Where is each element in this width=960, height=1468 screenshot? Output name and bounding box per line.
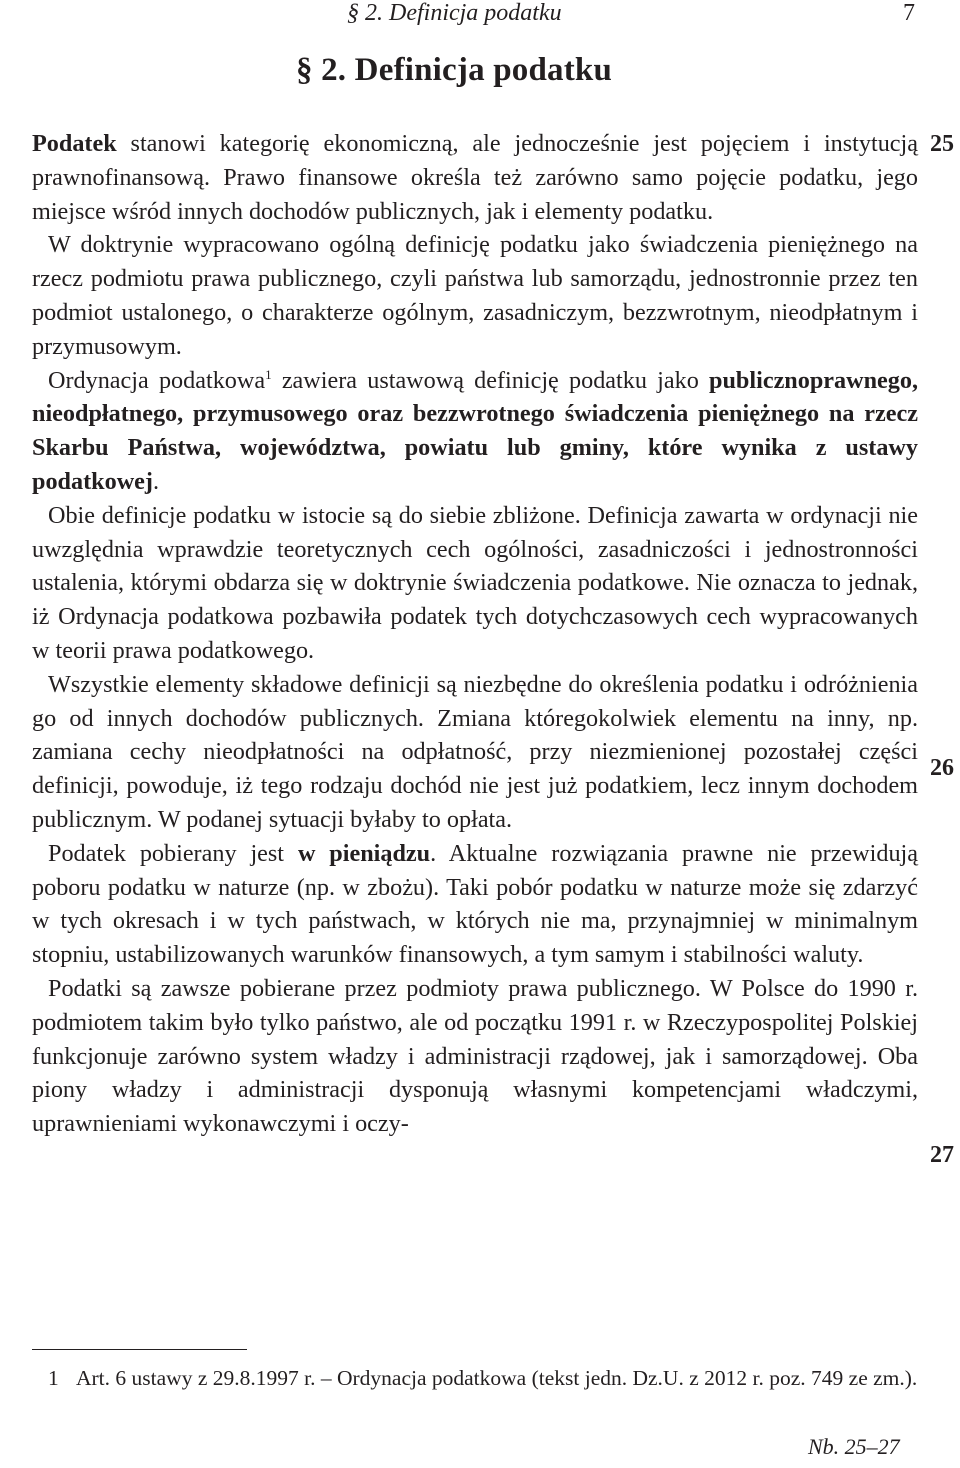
section-title-text: § 2. Definicja podatku [295, 52, 613, 88]
footnote-rule [32, 1349, 247, 1350]
paragraph-1-bold: Podatek [32, 130, 117, 157]
footnote-mark: 1 [48, 1366, 59, 1390]
paragraph-5: Wszystkie elementy składowe definicji są niezbędne do określenia podatku i odróżnienia go od innych dochodów publicznych. Zmiana któregokolwiek elementu na inny, np. zamiana cechy nieodpłatności na odpłatność, przy niezmienionej pozostałej części definicji, powoduje, iż tego rodzaju dochód nie jest już podatkiem, lecz innym dochodem publicznym. W podanej sytuacji byłaby to opłata. [32, 670, 918, 833]
paragraph-6-bold: w pieniądzu [297, 839, 431, 867]
paragraph-3-mid: zawiera ustawową definicję podatku jako [271, 366, 710, 394]
body-text [32, 127, 918, 1141]
page-number: 7 [903, 0, 915, 26]
paragraph-3-bold: publicznoprawnego, nieodpłatnego, przymusowego oraz bezzwrotnego świadczenia pieniężnego na rzecz Skarbu Państwa, województwa, powiatu lub gminy, które wynika z ustawy podatkowej [32, 366, 919, 495]
paragraph-1 [32, 127, 918, 228]
section-title [0, 48, 960, 92]
footnote [32, 1363, 918, 1393]
margin-number-25: 25 [930, 131, 954, 157]
paragraph-1-text: stanowi kategorię ekonomiczną, ale jednocześnie jest pojęciem i instytucją prawnofinansową. Prawo finansowe określa też zarówno samo pojęcie podatku, jego miejsce wśród innych dochodów publicznych, jak i elementy podatku. [32, 130, 918, 225]
running-title: § 2. Definicja podatku [347, 0, 562, 26]
paragraph-3-start: Ordynacja podatkowa [48, 366, 266, 394]
paragraph-2: W doktrynie wypracowano ogólną definicję podatku jako świadczenia pieniężnego na rzecz podmiotu prawa publicznego, czyli państwa lub samorządu, jednostronnie przez ten podmiot ustalonego, o charakterze ogólnym, zasadniczym, bezzwrotnym, nieodpłatnym i przymusowym. [32, 231, 918, 360]
margin-number-26: 26 [930, 755, 954, 781]
footnote-text: Art. 6 ustawy z 29.8.1997 r. – Ordynacja podatkowa (tekst jedn. Dz.U. z 2012 r. poz. 749 ze zm.). [76, 1366, 918, 1390]
paragraph-4: Obie definicje podatku w istocie są do siebie zbliżone. Definicja zawarta w ordynacji nie uwzględnia wprawdzie teoretycznych cech ogólności, zasadniczości i jednostronności ustalenia, którymi obdarza się w doktrynie świadczenia podatkowe. Nie oznacza to jednak, iż Ordynacja podatkowa pozbawiła podatek tych dotychczasowych cech wypracowanych w teorii prawa podatkowego. [32, 501, 918, 664]
margin-number-27: 27 [930, 1142, 954, 1168]
marginal-number-reference: Nb. 25–27 [808, 1434, 900, 1459]
paragraph-6-text: . Aktualne rozwiązania prawne nie przewidują poboru podatku w naturze (np. w zbożu). Taki pobór podatku w naturze może się zdarzyć w tych okresach i w tych państwach, w których nie ma, przynajmniej w minimalnym stopniu, ustabilizowanych warunków finansowych, a tym samym i stabilności waluty. [32, 839, 919, 969]
paragraph-7: Podatki są zawsze pobierane przez podmioty prawa publicznego. W Polsce do 1990 r. podmiotem takim było tylko państwo, ale od początku 1991 r. w Rzeczypospolitej Polskiej funkcjonuje zarówno system władzy i administracji rządowej, jak i samorządowej. Oba piony władzy i administracji dysponują własnymi kompetencjami władczymi, uprawnieniami wykonawczymi i oczy- [32, 974, 918, 1138]
paragraph-6-start: Podatek pobierany jest [48, 839, 298, 867]
paragraph-3 [32, 364, 918, 499]
running-header [0, 0, 960, 30]
paragraph-3-end: . [152, 467, 159, 495]
footnote-ref-1[interactable]: 1 [265, 366, 272, 382]
paragraph-6 [32, 837, 918, 972]
